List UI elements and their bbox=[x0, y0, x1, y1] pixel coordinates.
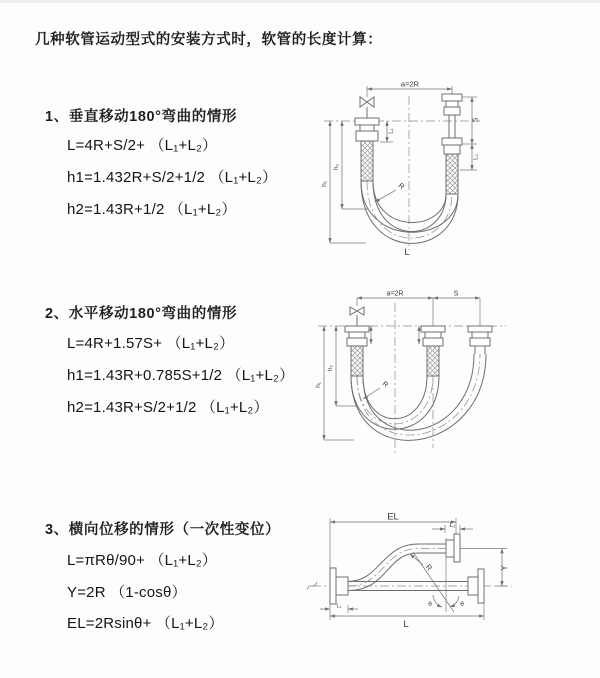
dimension-l2 bbox=[432, 523, 473, 533]
left-flange-assembly bbox=[330, 568, 348, 604]
dim-label-l1: L₁ bbox=[388, 128, 395, 134]
braided-hose-section bbox=[446, 154, 458, 194]
braided-hose-section bbox=[361, 141, 373, 181]
hose-u-bends bbox=[361, 181, 458, 243]
dim-label-h1: h₁ bbox=[321, 181, 328, 187]
dim-label-a2r: a=2R bbox=[400, 79, 420, 89]
length-label: L bbox=[404, 247, 410, 258]
dim-label-l: L bbox=[403, 619, 409, 630]
section-2-heading: 2、水平移动180°弯曲的情形 bbox=[45, 306, 238, 322]
left-pipe-assembly bbox=[345, 298, 369, 376]
right-pipe-assembly bbox=[468, 298, 492, 354]
radius-leader bbox=[363, 381, 389, 399]
dimension-s bbox=[462, 97, 480, 144]
radius-leader bbox=[410, 554, 434, 573]
formula-s2-l: L=4R+1.57S+ （L₁+L₂） bbox=[67, 335, 235, 352]
formula-s1-l: L=4R+S/2+ （L₁+L₂） bbox=[67, 137, 218, 154]
dimension-el bbox=[330, 512, 456, 569]
formula-s3-y: Y=2R （1-cosθ） bbox=[67, 584, 187, 601]
dimension-a2r bbox=[367, 80, 452, 90]
valve-icon bbox=[360, 97, 374, 107]
section-1-heading: 1、垂直移动180°弯曲的情形 bbox=[45, 109, 238, 125]
braided-hose-section bbox=[427, 346, 439, 376]
dimension-l1 bbox=[380, 121, 395, 142]
right-pipe-assembly bbox=[442, 86, 462, 194]
formula-s3-el: EL=2Rsinθ+ （L₁+L₂） bbox=[67, 615, 224, 632]
dim-label-s: S bbox=[472, 117, 480, 123]
formula-s3-l: L=πRθ/90+ （L₁+L₂） bbox=[67, 552, 218, 569]
radius-label: R bbox=[423, 562, 435, 573]
dimension-s bbox=[433, 291, 480, 299]
formula-s1-h2: h2=1.43R+1/2 （L₁+L₂） bbox=[67, 201, 237, 218]
page-title: 几种软管运动型式的安装方式时，软管的长度计算： bbox=[35, 32, 383, 48]
formula-s2-h2: h2=1.43R+S/2+1/2 （L₁+L₂） bbox=[67, 399, 269, 416]
diagram-vertical-180 bbox=[310, 78, 600, 258]
dim-label-a2r: a=2R bbox=[386, 290, 404, 298]
angle-label: θ bbox=[460, 601, 464, 608]
dim-label-l2: L₂ bbox=[473, 154, 480, 160]
dim-label-h1: h₁ bbox=[315, 382, 322, 388]
dimension-a2r bbox=[357, 291, 433, 299]
dim-label-l2: L₂ bbox=[449, 523, 456, 529]
radius-label: R bbox=[396, 180, 407, 192]
diagram-lateral-displacement bbox=[300, 508, 600, 643]
dim-label-h2: h₂ bbox=[327, 364, 334, 372]
radius-label: R bbox=[380, 380, 390, 390]
middle-pipe-assembly bbox=[421, 298, 445, 376]
section-3-heading: 3、横向位移的情形（一次性变位） bbox=[45, 522, 281, 538]
hose-u-bends bbox=[351, 354, 486, 440]
formula-s1-h1: h1=1.432R+S/2+1/2 （L₁+L₂） bbox=[67, 169, 278, 186]
curved-hose-displaced bbox=[348, 534, 460, 591]
braided-hose-section bbox=[351, 346, 363, 376]
valve-icon bbox=[350, 307, 364, 315]
dimension-l1 bbox=[320, 604, 358, 614]
dim-label-h2: h₂ bbox=[333, 163, 340, 171]
left-pipe-assembly bbox=[355, 86, 379, 181]
dimension-l2 bbox=[460, 144, 480, 170]
dim-label-y: Y bbox=[500, 565, 509, 571]
dim-label-el: EL bbox=[387, 511, 399, 523]
radius-leader bbox=[375, 181, 407, 202]
formula-s2-h1: h1=1.43R+0.785S+1/2 （L₁+L₂） bbox=[67, 367, 295, 384]
diagram-horizontal-180 bbox=[310, 288, 600, 463]
dim-label-s: S bbox=[453, 290, 459, 298]
dim-label-l1: L₁ bbox=[336, 603, 342, 610]
angle-label: θ bbox=[428, 601, 432, 608]
